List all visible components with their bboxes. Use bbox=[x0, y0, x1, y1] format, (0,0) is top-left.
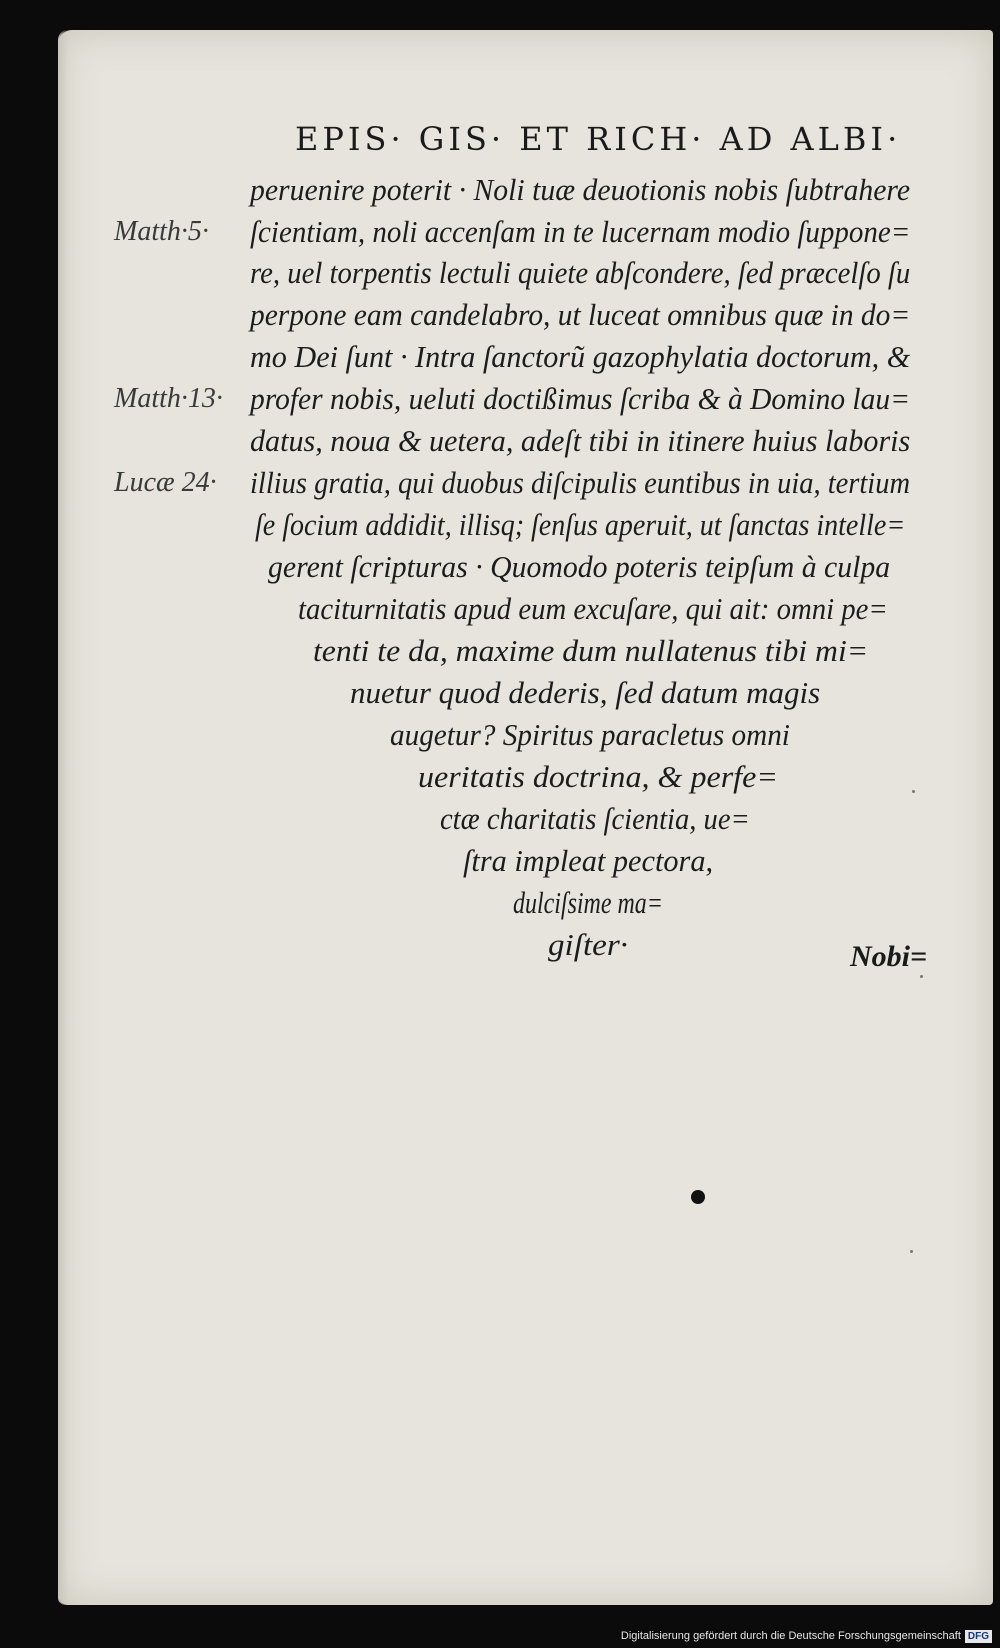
text-line: dulciſsime ma= bbox=[513, 885, 663, 920]
text-line: ueritatis doctrina, & perfe= bbox=[418, 759, 778, 794]
text-line: illius gratia, qui duobus diſcipulis euntibus in uia, tertium bbox=[250, 465, 911, 500]
paper-speck bbox=[920, 975, 923, 978]
paper-speck bbox=[912, 790, 915, 793]
text-line: tenti te da, maxime dum nullatenus tibi mi= bbox=[313, 633, 869, 668]
footer-text: Digitalisierung gefördert durch die Deutsche Forschungsgemeinschaft bbox=[620, 1630, 961, 1642]
text-line: profer nobis, ueluti doctißimus ſcriba & à Domino lau= bbox=[250, 381, 911, 416]
margin-note: Matth·13· bbox=[114, 383, 223, 414]
text-line: ſe ſocium addidit, illisq; ſenſus aperuit, ut ſanctas intelle= bbox=[255, 507, 906, 542]
dfg-logo: DFG bbox=[965, 1630, 992, 1643]
text-line: augetur? Spiritus paracletus omni bbox=[390, 717, 790, 752]
text-line: peruenire poterit · Noli tuæ deuotionis nobis ſubtrahere bbox=[250, 172, 911, 207]
margin-note: Matth·5· bbox=[114, 216, 209, 247]
page-gutter-shadow bbox=[58, 30, 68, 1605]
text-line: taciturnitatis apud eum excuſare, qui ait: omni pe= bbox=[298, 591, 888, 626]
text-line: ſtra impleat pectora, bbox=[463, 843, 714, 878]
text-line: perpone eam candelabro, ut luceat omnibus quæ in do= bbox=[250, 297, 911, 332]
paper-speck bbox=[910, 1250, 913, 1253]
text-line: ctæ charitatis ſcientia, ue= bbox=[440, 801, 750, 836]
ink-dot bbox=[691, 1190, 705, 1204]
text-line: ſcientiam, noli accenſam in te lucernam modio ſuppone= bbox=[250, 214, 911, 249]
text-line: re, uel torpentis lectuli quiete abſcondere, ſed præcelſo ſu bbox=[250, 255, 911, 290]
margin-note: Lucæ 24· bbox=[114, 467, 217, 498]
text-line: nuetur quod dederis, ſed datum magis bbox=[350, 675, 821, 710]
text-line: datus, noua & uetera, adeſt tibi in itinere huius laboris bbox=[250, 423, 911, 458]
text-line: giſter· bbox=[548, 927, 629, 962]
catchword: Nobi= bbox=[850, 940, 928, 973]
text-line: gerent ſcripturas · Quomodo poteris teipſum à culpa bbox=[268, 549, 891, 584]
digitization-footer bbox=[621, 1628, 992, 1644]
text-line: mo Dei ſunt · Intra ſanctorũ gazophylatia doctorum, & bbox=[250, 339, 911, 374]
running-header: EPIS· GIS· ET RICH· AD ALBI· bbox=[295, 120, 902, 158]
